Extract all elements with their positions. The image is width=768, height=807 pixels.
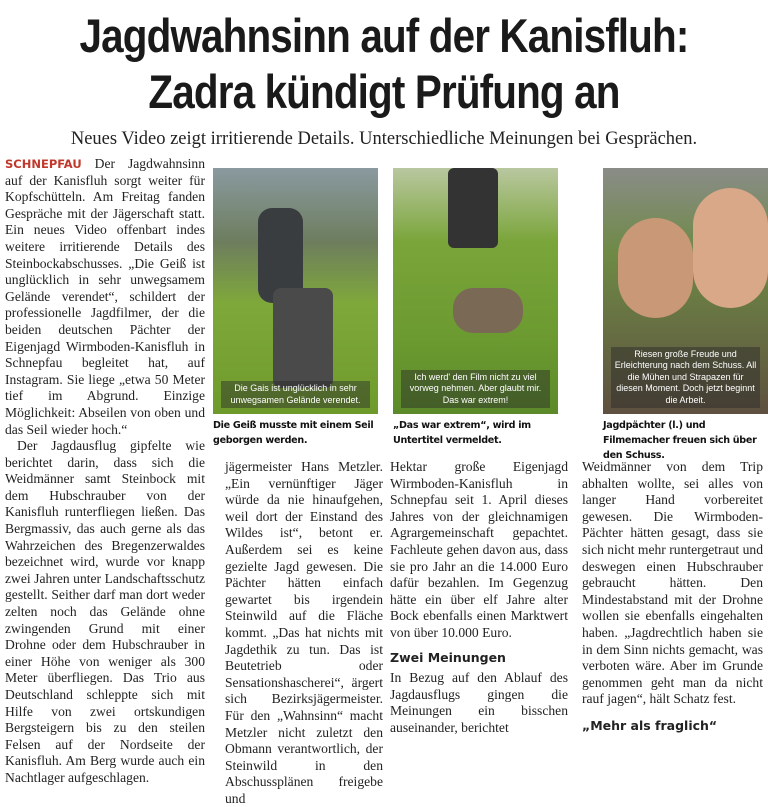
ibex xyxy=(453,288,523,333)
person xyxy=(448,168,498,248)
photo-caption: Die Geiß musste mit einem Seil geborgen werden. xyxy=(213,420,374,446)
paragraph: Der Jagdausflug gipfelte wie berichtet darin, dass sich die Weidmänner samt Steinbock mit dem Hubschrauber von der Kanisfluh runterfliegen ließen. Das Bergmassiv, das auch gerne als das Wahrzeichen des Bregenzerwaldes bezeichnet wird, wurde vor knapp zwei Jahren unter Landschaftsschutz gestellt. Seither darf man dort weder zelten noch das Gelände ohne zwingenden Grund mit einer Drohne oder dem Hubschrauber in einer Höhe von weniger als 300 Meter überfliegen. Das Trio aus Deutschland schleppte sich mit Hilfe von zwei ortskundigen Bergsteigern bis zu den steilen Felsen auf der Nordseite der Kanisfluh. Am Berg wurde auch ein Nachtlager aufgeschlagen. xyxy=(5,438,205,785)
photo-caption: „Das war extrem“, wird im Untertitel vermeldet. xyxy=(393,420,531,446)
headline-line-1: Jagdwahnsinn auf der Kanisfluh: xyxy=(79,9,689,62)
section-heading: Zwei Meinungen xyxy=(390,649,506,665)
paragraph: Weidmänner von dem Trip abhalten wollte, sei alles von langer Hand vorbereitet gewesen. Die Wirmboden-Pächter hätten gesagt, dass sie sich nicht mehr runtergetraut und deswegen einen Hubschrauber gebraucht hätten. Den Mindestabstand mit der Drohne wollen sie ebenfalls eingehalten haben. „Jagdrechtlich haben sie in dem Sinn nichts gemacht, was verboten wäre. Aber im Grunde genommen geht man da nicht rauf jagen“, hält Schatz fest. xyxy=(582,459,763,707)
hiker xyxy=(273,288,333,388)
paragraph: jägermeister Hans Metzler. „Ein vernünftiger Jäger würde da nie hinaufgehen, weil dort der Einstand des Wildes ist“, betont er. Außerdem sei es keine gezielte Jagd gewesen. Die Pächter hätten einfach gewartet bis irgendein Steinwild auf die Fläche kommt. „Das hat nichts mit Jagdethik zu tun. Das ist Beutetrieb oder Sensationshascherei“, ärgert sich Bezirksjägermeister. Für den „Wahnsinn“ macht Metzler nicht zuletzt den Obmann verantwortlich, der Steinwild in den Abschussplänen freigebe und xyxy=(225,459,383,806)
column-4 xyxy=(582,459,763,739)
face-right xyxy=(693,188,768,308)
section-heading: „Mehr als fraglich“ xyxy=(582,717,718,733)
subheadline: Neues Video zeigt irritierende Details. Unterschiedliche Meinungen bei Gesprächen. xyxy=(70,129,698,149)
video-subtitle: Ich werd' den Film nicht zu viel vorweg nehmen. Aber glaubt mir. Das war extrem! xyxy=(401,370,550,409)
headline xyxy=(0,8,768,120)
dateline: SCHNEPFAU xyxy=(5,157,82,171)
photo-caption: Jagdpächter (l.) und Filmemacher freuen sich über den Schuss. xyxy=(603,420,757,461)
column-2 xyxy=(225,459,383,807)
column-3 xyxy=(390,459,568,737)
photo-selfie xyxy=(603,168,768,414)
paragraph: Der Jagdwahnsinn auf der Kanisfluh sorgt weiter für Kopfschütteln. Am Freitag fanden Gespräche mit der Jägerschaft statt. Ein neues Video offenbart indes weitere irritierende Details des Steinbockabschusses. „Die Geiß ist unglücklich in sehr unwegsamem Gelände verendet“, schildert der professionelle Jagdfilmer, der die beiden deutschen Pächter der Eigenjagd Wirmboden-Kanisfluh in Schnepfau begleitet hat, auf Instagram. Sie liege „etwa 50 Meter tief im Abgrund. Einzige Möglichkeit: Abseilen von oben und das Seil wieder hoch.“ xyxy=(5,156,205,437)
photo-rope-recovery xyxy=(393,168,558,414)
video-subtitle: Riesen große Freude und Erleichterung nach dem Schuss. All die Mühen und Strapazen für diesen Moment. Doch jetzt beginnt die Arbeit. xyxy=(611,347,760,409)
photo-hiker xyxy=(213,168,378,414)
column-1 xyxy=(5,156,205,787)
headline-line-2: Zadra kündigt Prüfung an xyxy=(148,65,620,118)
paragraph: In Bezug auf den Ablauf des Jagdausflugs gingen die Meinungen ein bisschen auseinander, berichtet xyxy=(390,670,568,735)
paragraph: Hektar große Eigenjagd Wirmboden-Kanisfluh in Schnepfau seit 1. April dieses Jahres von der gleichnamigen Agrargemeinschaft gepachtet. Fachleute gehen davon aus, dass sie pro Jahr an die 14.000 Euro dafür bezahlen. Im Gegenzug hätte ein über elf Jahre alter Bock ebenfalls einen Marktwert von über 10.000 Euro. xyxy=(390,459,568,640)
video-subtitle: Die Gais ist unglücklich in sehr unwegsamen Gelände verendet. xyxy=(221,381,370,408)
face-left xyxy=(618,218,693,318)
